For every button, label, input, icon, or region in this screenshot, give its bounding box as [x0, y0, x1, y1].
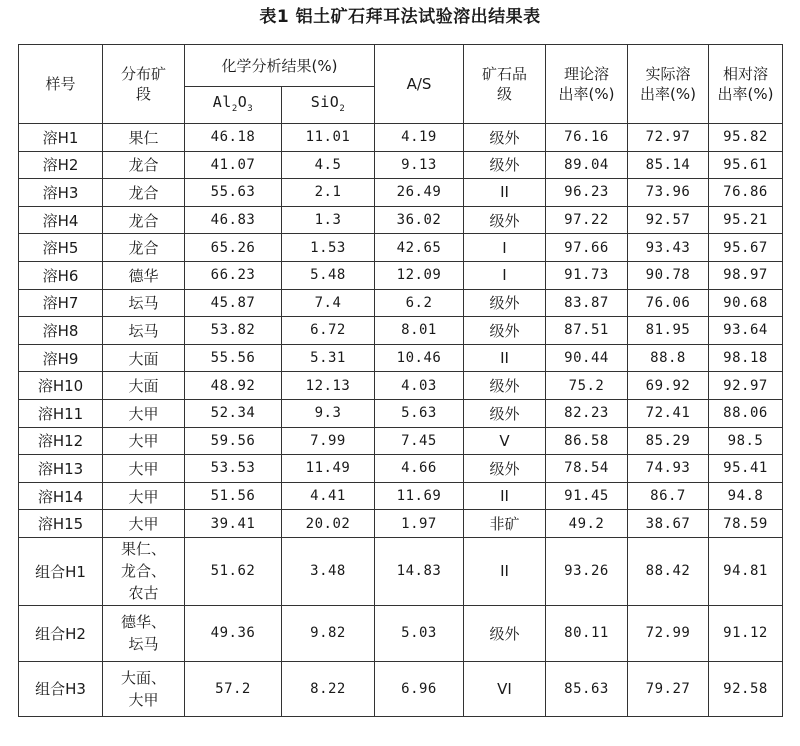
cell-relative-rate: 94.81 [709, 537, 783, 605]
cell-as-ratio: 6.2 [375, 289, 464, 317]
cell-relative-rate: 98.5 [709, 427, 783, 455]
cell-region-line: 果仁、 [120, 540, 166, 559]
cell-sio2: 11.49 [282, 455, 375, 483]
cell-sample: 溶H1 [19, 124, 103, 152]
cell-as-ratio: 36.02 [375, 206, 464, 234]
cell-as-ratio: 4.03 [375, 372, 464, 400]
cell-as-ratio: 42.65 [375, 234, 464, 262]
cell-al2o3: 55.56 [185, 344, 282, 372]
cell-theoretical-rate: 83.87 [546, 289, 628, 317]
cell-relative-rate: 98.97 [709, 261, 783, 289]
cell-grade: 级外 [464, 455, 546, 483]
cell-as-ratio: 6.96 [375, 661, 464, 716]
cell-sio2: 4.5 [282, 151, 375, 179]
cell-actual-rate: 74.93 [628, 455, 709, 483]
cell-relative-rate: 88.06 [709, 399, 783, 427]
cell-relative-rate: 78.59 [709, 510, 783, 538]
header-region-line2: 段 [135, 85, 151, 103]
cell-actual-rate: 69.92 [628, 372, 709, 400]
cell-region: 大甲 [103, 455, 185, 483]
cell-al2o3: 57.2 [185, 661, 282, 716]
cell-actual-rate: 85.29 [628, 427, 709, 455]
cell-sample: 溶H7 [19, 289, 103, 317]
cell-theoretical-rate: 90.44 [546, 344, 628, 372]
cell-al2o3: 46.18 [185, 124, 282, 152]
cell-region: 坛马 [103, 289, 185, 317]
table-row [19, 206, 783, 234]
cell-sample: 组合H1 [19, 537, 103, 605]
table-caption: 表1 铝土矿石拜耳法试验溶出结果表 [259, 7, 541, 27]
cell-al2o3: 52.34 [185, 399, 282, 427]
cell-sample: 溶H13 [19, 455, 103, 483]
cell-region: 大甲 [103, 510, 185, 538]
cell-sio2: 9.3 [282, 399, 375, 427]
cell-relative-rate: 95.61 [709, 151, 783, 179]
cell-region: 大甲 [103, 399, 185, 427]
cell-grade: II [464, 537, 546, 605]
header-grade [464, 45, 546, 124]
table-row [19, 317, 783, 345]
table-row [19, 234, 783, 262]
cell-al2o3: 41.07 [185, 151, 282, 179]
table-row [19, 289, 783, 317]
cell-sio2: 6.72 [282, 317, 375, 345]
cell-actual-rate: 72.41 [628, 399, 709, 427]
cell-region-line: 坛马 [128, 635, 159, 654]
cell-relative-rate: 94.8 [709, 482, 783, 510]
header-relative-line1: 相对溶 [722, 65, 768, 83]
cell-region-line: 大面、 [120, 668, 166, 687]
cell-grade: 级外 [464, 399, 546, 427]
cell-al2o3: 55.63 [185, 179, 282, 207]
cell-actual-rate: 86.7 [628, 482, 709, 510]
cell-relative-rate: 92.97 [709, 372, 783, 400]
cell-relative-rate: 95.82 [709, 124, 783, 152]
cell-relative-rate: 95.21 [709, 206, 783, 234]
cell-region-line: 大甲 [128, 690, 159, 709]
cell-sio2: 4.41 [282, 482, 375, 510]
table-row [19, 261, 783, 289]
cell-al2o3: 53.53 [185, 455, 282, 483]
cell-region: 龙合 [103, 234, 185, 262]
header-relative-line2: 出率(%) [717, 85, 774, 103]
cell-sample: 组合H3 [19, 661, 103, 716]
header-region [103, 45, 185, 124]
cell-as-ratio: 4.66 [375, 455, 464, 483]
cell-theoretical-rate: 75.2 [546, 372, 628, 400]
cell-sample: 溶H2 [19, 151, 103, 179]
cell-al2o3: 49.36 [185, 605, 282, 661]
cell-grade: II [464, 482, 546, 510]
header-actual-line2: 出率(%) [640, 85, 696, 103]
table-row [19, 124, 783, 152]
cell-region [103, 537, 185, 605]
cell-relative-rate: 95.67 [709, 234, 783, 262]
header-as-ratio: A/S [375, 45, 464, 124]
cell-grade: I [464, 261, 546, 289]
cell-grade: 级外 [464, 317, 546, 345]
cell-sample: 溶H11 [19, 399, 103, 427]
cell-as-ratio: 5.63 [375, 399, 464, 427]
cell-as-ratio: 9.13 [375, 151, 464, 179]
cell-sio2: 5.48 [282, 261, 375, 289]
cell-al2o3: 59.56 [185, 427, 282, 455]
cell-sio2: 8.22 [282, 661, 375, 716]
cell-al2o3: 45.87 [185, 289, 282, 317]
cell-region: 坛马 [103, 317, 185, 345]
cell-al2o3: 51.56 [185, 482, 282, 510]
cell-sample: 组合H2 [19, 605, 103, 661]
header-region-line1: 分布矿 [120, 65, 166, 83]
cell-sio2: 2.1 [282, 179, 375, 207]
cell-theoretical-rate: 96.23 [546, 179, 628, 207]
header-chem-group: 化学分析结果(%) [185, 45, 375, 87]
dissolution-results-table [18, 44, 783, 717]
cell-region: 大面 [103, 344, 185, 372]
cell-actual-rate: 73.96 [628, 179, 709, 207]
cell-region: 龙合 [103, 179, 185, 207]
cell-theoretical-rate: 82.23 [546, 399, 628, 427]
cell-region: 龙合 [103, 206, 185, 234]
cell-theoretical-rate: 89.04 [546, 151, 628, 179]
cell-as-ratio: 1.97 [375, 510, 464, 538]
cell-actual-rate: 38.67 [628, 510, 709, 538]
cell-grade: 级外 [464, 151, 546, 179]
cell-as-ratio: 11.69 [375, 482, 464, 510]
cell-as-ratio: 14.83 [375, 537, 464, 605]
cell-al2o3: 53.82 [185, 317, 282, 345]
header-grade-line1: 矿石品 [481, 65, 527, 83]
table-row [19, 372, 783, 400]
cell-region: 大面 [103, 372, 185, 400]
cell-region [103, 605, 185, 661]
cell-sio2: 7.99 [282, 427, 375, 455]
cell-al2o3: 46.83 [185, 206, 282, 234]
cell-actual-rate: 72.97 [628, 124, 709, 152]
cell-sample: 溶H4 [19, 206, 103, 234]
header-theoretical-rate [546, 45, 628, 124]
cell-sio2: 5.31 [282, 344, 375, 372]
cell-grade: 级外 [464, 372, 546, 400]
cell-sample: 溶H10 [19, 372, 103, 400]
cell-actual-rate: 90.78 [628, 261, 709, 289]
cell-relative-rate: 93.64 [709, 317, 783, 345]
header-actual-line1: 实际溶 [645, 65, 691, 83]
cell-al2o3: 66.23 [185, 261, 282, 289]
cell-sio2: 20.02 [282, 510, 375, 538]
header-al2o3: $Al_2O_3$ [185, 87, 282, 124]
cell-grade: 级外 [464, 289, 546, 317]
header-theoretical-line1: 理论溶 [563, 65, 609, 83]
header-theoretical-line2: 出率(%) [558, 85, 615, 103]
cell-as-ratio: 4.19 [375, 124, 464, 152]
cell-grade: 级外 [464, 605, 546, 661]
table-row [19, 427, 783, 455]
cell-relative-rate: 76.86 [709, 179, 783, 207]
header-sio2: SiO$_2$ [282, 87, 375, 124]
table-row [19, 151, 783, 179]
cell-as-ratio: 10.46 [375, 344, 464, 372]
cell-grade: 非矿 [464, 510, 546, 538]
cell-as-ratio: 5.03 [375, 605, 464, 661]
cell-al2o3: 48.92 [185, 372, 282, 400]
cell-grade: VI [464, 661, 546, 716]
header-grade-line2: 级 [496, 85, 512, 103]
cell-sio2: 9.82 [282, 605, 375, 661]
cell-sample: 溶H12 [19, 427, 103, 455]
cell-sio2: 11.01 [282, 124, 375, 152]
cell-as-ratio: 26.49 [375, 179, 464, 207]
cell-relative-rate: 92.58 [709, 661, 783, 716]
cell-grade: 级外 [464, 206, 546, 234]
cell-grade: I [464, 234, 546, 262]
cell-al2o3: 65.26 [185, 234, 282, 262]
cell-sio2: 3.48 [282, 537, 375, 605]
cell-sample: 溶H9 [19, 344, 103, 372]
cell-actual-rate: 76.06 [628, 289, 709, 317]
cell-theoretical-rate: 49.2 [546, 510, 628, 538]
cell-grade: II [464, 344, 546, 372]
cell-sample: 溶H6 [19, 261, 103, 289]
table-body [19, 124, 783, 717]
cell-actual-rate: 72.99 [628, 605, 709, 661]
cell-grade: 级外 [464, 124, 546, 152]
cell-region: 大甲 [103, 427, 185, 455]
cell-as-ratio: 8.01 [375, 317, 464, 345]
cell-actual-rate: 85.14 [628, 151, 709, 179]
table-row [19, 482, 783, 510]
cell-region: 德华 [103, 261, 185, 289]
cell-region: 龙合 [103, 151, 185, 179]
table-row-combo [19, 605, 783, 661]
cell-actual-rate: 88.42 [628, 537, 709, 605]
cell-theoretical-rate: 86.58 [546, 427, 628, 455]
table-row [19, 399, 783, 427]
cell-theoretical-rate: 76.16 [546, 124, 628, 152]
cell-al2o3: 51.62 [185, 537, 282, 605]
cell-theoretical-rate: 78.54 [546, 455, 628, 483]
cell-sample: 溶H8 [19, 317, 103, 345]
cell-theoretical-rate: 85.63 [546, 661, 628, 716]
table-row-combo [19, 537, 783, 605]
cell-actual-rate: 79.27 [628, 661, 709, 716]
cell-theoretical-rate: 87.51 [546, 317, 628, 345]
cell-relative-rate: 91.12 [709, 605, 783, 661]
cell-theoretical-rate: 80.11 [546, 605, 628, 661]
cell-theoretical-rate: 97.22 [546, 206, 628, 234]
table-header [19, 45, 783, 124]
table-row [19, 344, 783, 372]
cell-actual-rate: 92.57 [628, 206, 709, 234]
cell-as-ratio: 7.45 [375, 427, 464, 455]
cell-actual-rate: 88.8 [628, 344, 709, 372]
cell-sio2: 1.53 [282, 234, 375, 262]
table-row-combo [19, 661, 783, 716]
cell-theoretical-rate: 91.45 [546, 482, 628, 510]
table-row [19, 510, 783, 538]
cell-relative-rate: 98.18 [709, 344, 783, 372]
cell-sio2: 12.13 [282, 372, 375, 400]
cell-actual-rate: 81.95 [628, 317, 709, 345]
header-relative-rate [709, 45, 783, 124]
cell-as-ratio: 12.09 [375, 261, 464, 289]
cell-region: 大甲 [103, 482, 185, 510]
cell-sio2: 1.3 [282, 206, 375, 234]
header-sample-no: 样号 [19, 45, 103, 124]
cell-theoretical-rate: 97.66 [546, 234, 628, 262]
cell-sample: 溶H5 [19, 234, 103, 262]
cell-sample: 溶H14 [19, 482, 103, 510]
cell-sio2: 7.4 [282, 289, 375, 317]
cell-region: 果仁 [103, 124, 185, 152]
cell-region-line: 农古 [128, 584, 159, 603]
cell-relative-rate: 95.41 [709, 455, 783, 483]
cell-sample: 溶H3 [19, 179, 103, 207]
cell-grade: V [464, 427, 546, 455]
table-row [19, 179, 783, 207]
cell-region-line: 德华、 [120, 613, 166, 632]
header-actual-rate [628, 45, 709, 124]
cell-relative-rate: 90.68 [709, 289, 783, 317]
cell-theoretical-rate: 91.73 [546, 261, 628, 289]
table-row [19, 455, 783, 483]
cell-grade: II [464, 179, 546, 207]
cell-theoretical-rate: 93.26 [546, 537, 628, 605]
cell-al2o3: 39.41 [185, 510, 282, 538]
cell-sample: 溶H15 [19, 510, 103, 538]
cell-region [103, 661, 185, 716]
cell-actual-rate: 93.43 [628, 234, 709, 262]
cell-region-line: 龙合、 [120, 562, 166, 581]
